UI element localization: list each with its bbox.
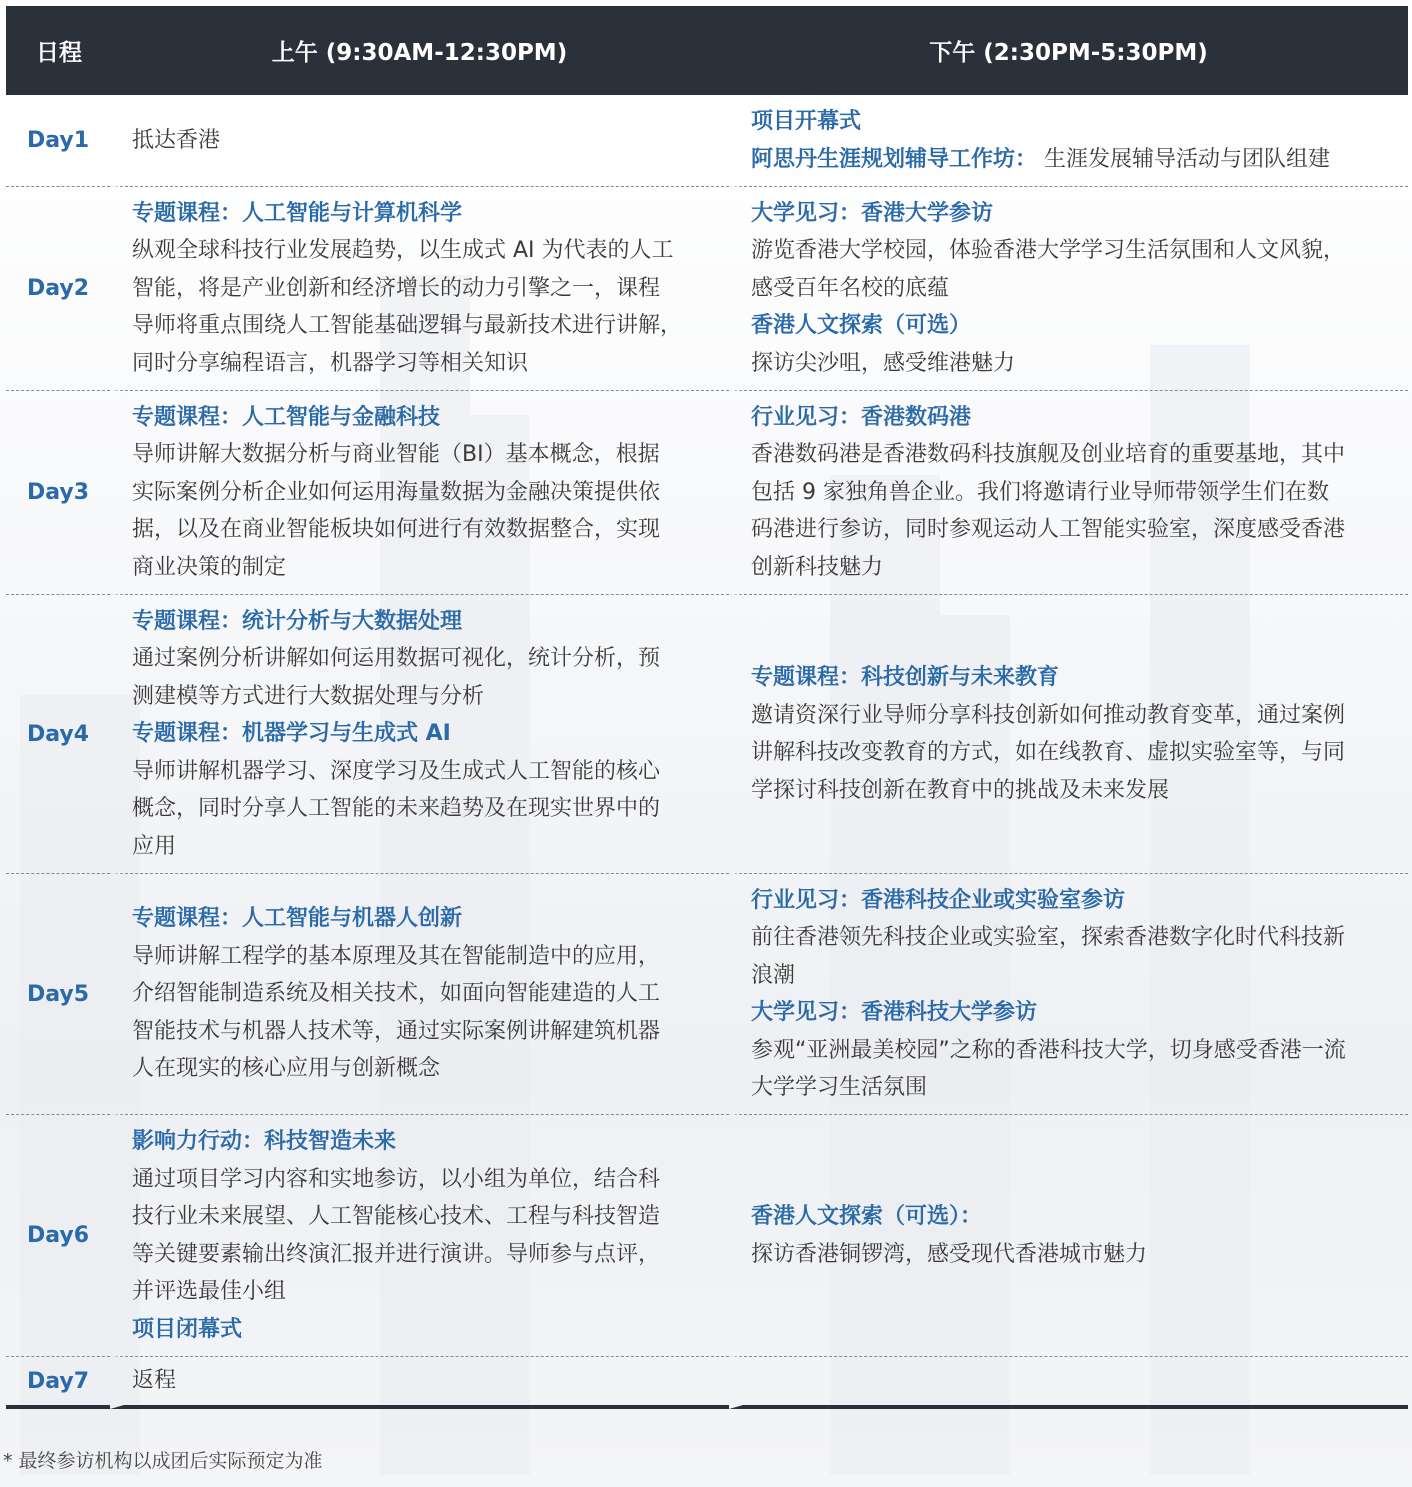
day-label: Day2 [6, 187, 110, 391]
line-text: 抵达香港 [132, 127, 221, 153]
morning-cell [110, 1115, 729, 1357]
line-text: 人在现实的核心应用与创新概念 [132, 1056, 441, 1082]
morning-cell [110, 391, 729, 595]
session-title [751, 307, 1404, 345]
session-title [132, 900, 711, 938]
session-text [751, 474, 1404, 512]
line-text: 前往香港领先科技企业或实验室，探索香港数字化时代科技新 [751, 925, 1346, 950]
session-title [132, 1311, 711, 1349]
session-text [132, 307, 711, 345]
session-title [751, 195, 1404, 233]
session-text [751, 270, 1404, 308]
session-title [132, 399, 711, 437]
line-text: 导师讲解大数据分析与商业智能（BI）基本概念，根据 [132, 442, 660, 468]
day-label: Day6 [6, 1115, 110, 1357]
line-text: 概念，同时分享人工智能的未来趋势及在现实世界中的 [132, 796, 661, 822]
line-text: 游览香港大学校园，体验香港大学学习生活氛围和人文风貌， [751, 238, 1346, 264]
session-text [132, 345, 711, 383]
line-text: 浪潮 [751, 962, 796, 988]
morning-cell [110, 595, 729, 874]
line-text: 技行业未来展望、人工智能核心技术、工程与科技智造 [132, 1204, 661, 1229]
morning-cell [110, 95, 729, 187]
morning-cell [110, 874, 729, 1115]
line-text: 探访尖沙咀，感受维港魅力 [751, 350, 1016, 376]
line-text: 导师讲解工程学的基本原理及其在智能制造中的应用， [132, 943, 661, 969]
afternoon-cell [729, 1115, 1408, 1357]
afternoon-cell [729, 95, 1408, 187]
session-text [132, 1362, 711, 1400]
session-text [751, 549, 1404, 587]
line-text: 通过案例分析讲解如何运用数据可视化，统计分析，预 [132, 646, 661, 672]
session-text [751, 1032, 1404, 1070]
line-text: 商业决策的制定 [132, 554, 287, 580]
line-text: 专题课程：人工智能与金融科技 [132, 404, 441, 430]
session-title [132, 195, 711, 233]
session-text [132, 232, 711, 270]
line-text: 行业见习：香港数码港 [751, 404, 972, 430]
session-text [751, 1236, 1404, 1274]
session-text [751, 919, 1404, 957]
line-text: 大学见习：香港科技大学参访 [751, 1000, 1038, 1025]
header-morning: 上午 (9:30AM-12:30PM) [110, 6, 729, 95]
line-text: 介绍智能制造系统及相关技术，如面向智能建造的人工 [132, 981, 661, 1007]
session-text [132, 640, 711, 678]
line-text: 专题课程：机器学习与生成式 AI [132, 721, 451, 747]
line-text: 通过项目学习内容和实地参访，以小组为单位，结合科 [132, 1166, 661, 1192]
line-text: 据，以及在商业智能板块如何进行有效数据整合，实现 [132, 517, 661, 543]
session-text [132, 753, 711, 791]
line-text: 等关键要素输出终演汇报并进行演讲。导师参与点评， [132, 1241, 661, 1267]
session-text [751, 957, 1404, 995]
line-text: 智能技术与机器人技术等，通过实际案例讲解建筑机器 [132, 1018, 661, 1044]
line-text: 行业见习：香港科技企业或实验室参访 [751, 887, 1126, 913]
day-label: Day3 [6, 391, 110, 595]
session-title [751, 103, 1404, 141]
table-row [6, 1115, 1408, 1357]
line-text: 邀请资深行业导师分享科技创新如何推动教育变革，通过案例 [751, 702, 1346, 728]
line-text: 影响力行动：科技智造未来 [132, 1129, 397, 1154]
session-text [132, 474, 711, 512]
afternoon-cell [729, 874, 1408, 1115]
session-title [132, 1123, 711, 1161]
line-text: 码港进行参访，同时参观运动人工智能实验室，深度感受香港 [751, 517, 1346, 543]
afternoon-cell [729, 187, 1408, 391]
table-row [6, 1357, 1408, 1409]
session-text [132, 678, 711, 716]
session-text [132, 938, 711, 976]
session-title [751, 882, 1404, 920]
line-text: 导师将重点围绕人工智能基础逻辑与最新技术进行讲解， [132, 313, 683, 339]
day-label: Day1 [6, 95, 110, 187]
session-text [751, 734, 1404, 772]
session-text [751, 1069, 1404, 1107]
line-text: 大学见习：香港大学参访 [751, 200, 994, 226]
table-row [6, 95, 1408, 187]
line-text: 专题课程：统计分析与大数据处理 [132, 608, 463, 634]
session-text [132, 122, 711, 160]
line-text: 专题课程：科技创新与未来教育 [751, 665, 1060, 690]
table-row [6, 595, 1408, 874]
session-text [132, 549, 711, 587]
morning-cell [110, 1357, 729, 1409]
line-text: 智能，将是产业创新和经济增长的动力引擎之一，课程 [132, 275, 661, 301]
session-text [132, 270, 711, 308]
session-text [751, 511, 1404, 549]
session-text [132, 1161, 711, 1199]
session-text [751, 232, 1404, 270]
line-text: 专题课程：人工智能与计算机科学 [132, 200, 463, 226]
session-title [751, 994, 1404, 1032]
line-text: 项目开幕式 [751, 109, 862, 134]
line-text: 大学学习生活氛围 [751, 1075, 928, 1100]
session-title [751, 1198, 1404, 1236]
line-text: 学探讨科技创新在教育中的挑战及未来发展 [751, 777, 1170, 803]
line-text: 香港数码港是香港数码科技旗舰及创业培育的重要基地，其中 [751, 442, 1346, 468]
footnote: * 最终参访机构以成团后实际预定为准 [3, 1450, 323, 1472]
line-text: 探访香港铜锣湾，感受现代香港城市魅力 [751, 1241, 1148, 1267]
line-text: 同时分享编程语言，机器学习等相关知识 [132, 350, 529, 376]
day-label: Day7 [6, 1357, 110, 1409]
line-text: 创新科技魅力 [751, 554, 884, 580]
header-day: 日程 [6, 6, 110, 95]
session-title [132, 715, 711, 753]
session-title [132, 603, 711, 641]
session-text [132, 1273, 711, 1311]
session-text [132, 1236, 711, 1274]
session-text [751, 772, 1404, 810]
line-text: 应用 [132, 833, 177, 859]
line-text: 项目闭幕式 [132, 1316, 243, 1342]
afternoon-cell [729, 391, 1408, 595]
line-text: 香港人文探索（可选）： [751, 1204, 983, 1229]
session-text [132, 975, 711, 1013]
table-row [6, 187, 1408, 391]
table-row [6, 391, 1408, 595]
line-text: 导师讲解机器学习、深度学习及生成式人工智能的核心 [132, 758, 661, 784]
table-row [6, 874, 1408, 1115]
line-text: 感受百年名校的底蕴 [751, 275, 950, 301]
line-text: 纵观全球科技行业发展趋势，以生成式 AI 为代表的人工 [132, 238, 674, 264]
session-text [132, 511, 711, 549]
line-text: 返程 [132, 1368, 177, 1394]
line-text: 测建模等方式进行大数据处理与分析 [132, 683, 485, 709]
session-text [751, 697, 1404, 735]
session-title [751, 141, 1404, 179]
afternoon-cell [729, 595, 1408, 874]
day-label: Day4 [6, 595, 110, 874]
line-text: 实际案例分析企业如何运用海量数据为金融决策提供依 [132, 479, 661, 505]
line-text: 香港人文探索（可选） [751, 313, 972, 339]
session-title [751, 399, 1404, 437]
header-afternoon: 下午 (2:30PM-5:30PM) [729, 6, 1408, 95]
session-text [132, 1198, 711, 1236]
line-text: 包括 9 家独角兽企业。我们将邀请行业导师带领学生们在数 [751, 479, 1329, 505]
session-text [132, 828, 711, 866]
session-title [751, 659, 1404, 697]
session-text [132, 790, 711, 828]
line-text: 阿思丹生涯规划辅导工作坊： [751, 146, 1038, 172]
afternoon-cell [729, 1357, 1408, 1409]
line-text: 参观“亚洲最美校园”之称的香港科技大学，切身感受香港一流 [751, 1037, 1346, 1063]
session-text [751, 436, 1404, 474]
session-text [751, 345, 1404, 383]
schedule-table [6, 6, 1408, 1409]
line-text: 专题课程：人工智能与机器人创新 [132, 906, 463, 932]
session-text [132, 436, 711, 474]
morning-cell [110, 187, 729, 391]
line-tail: 生涯发展辅导活动与团队组建 [1037, 146, 1331, 172]
table-header [6, 6, 1408, 95]
session-text [132, 1050, 711, 1088]
session-text [132, 1013, 711, 1051]
line-text: 并评选最佳小组 [132, 1279, 287, 1304]
day-label: Day5 [6, 874, 110, 1115]
line-text: 讲解科技改变教育的方式，如在线教育、虚拟实验室等，与同 [751, 740, 1346, 765]
